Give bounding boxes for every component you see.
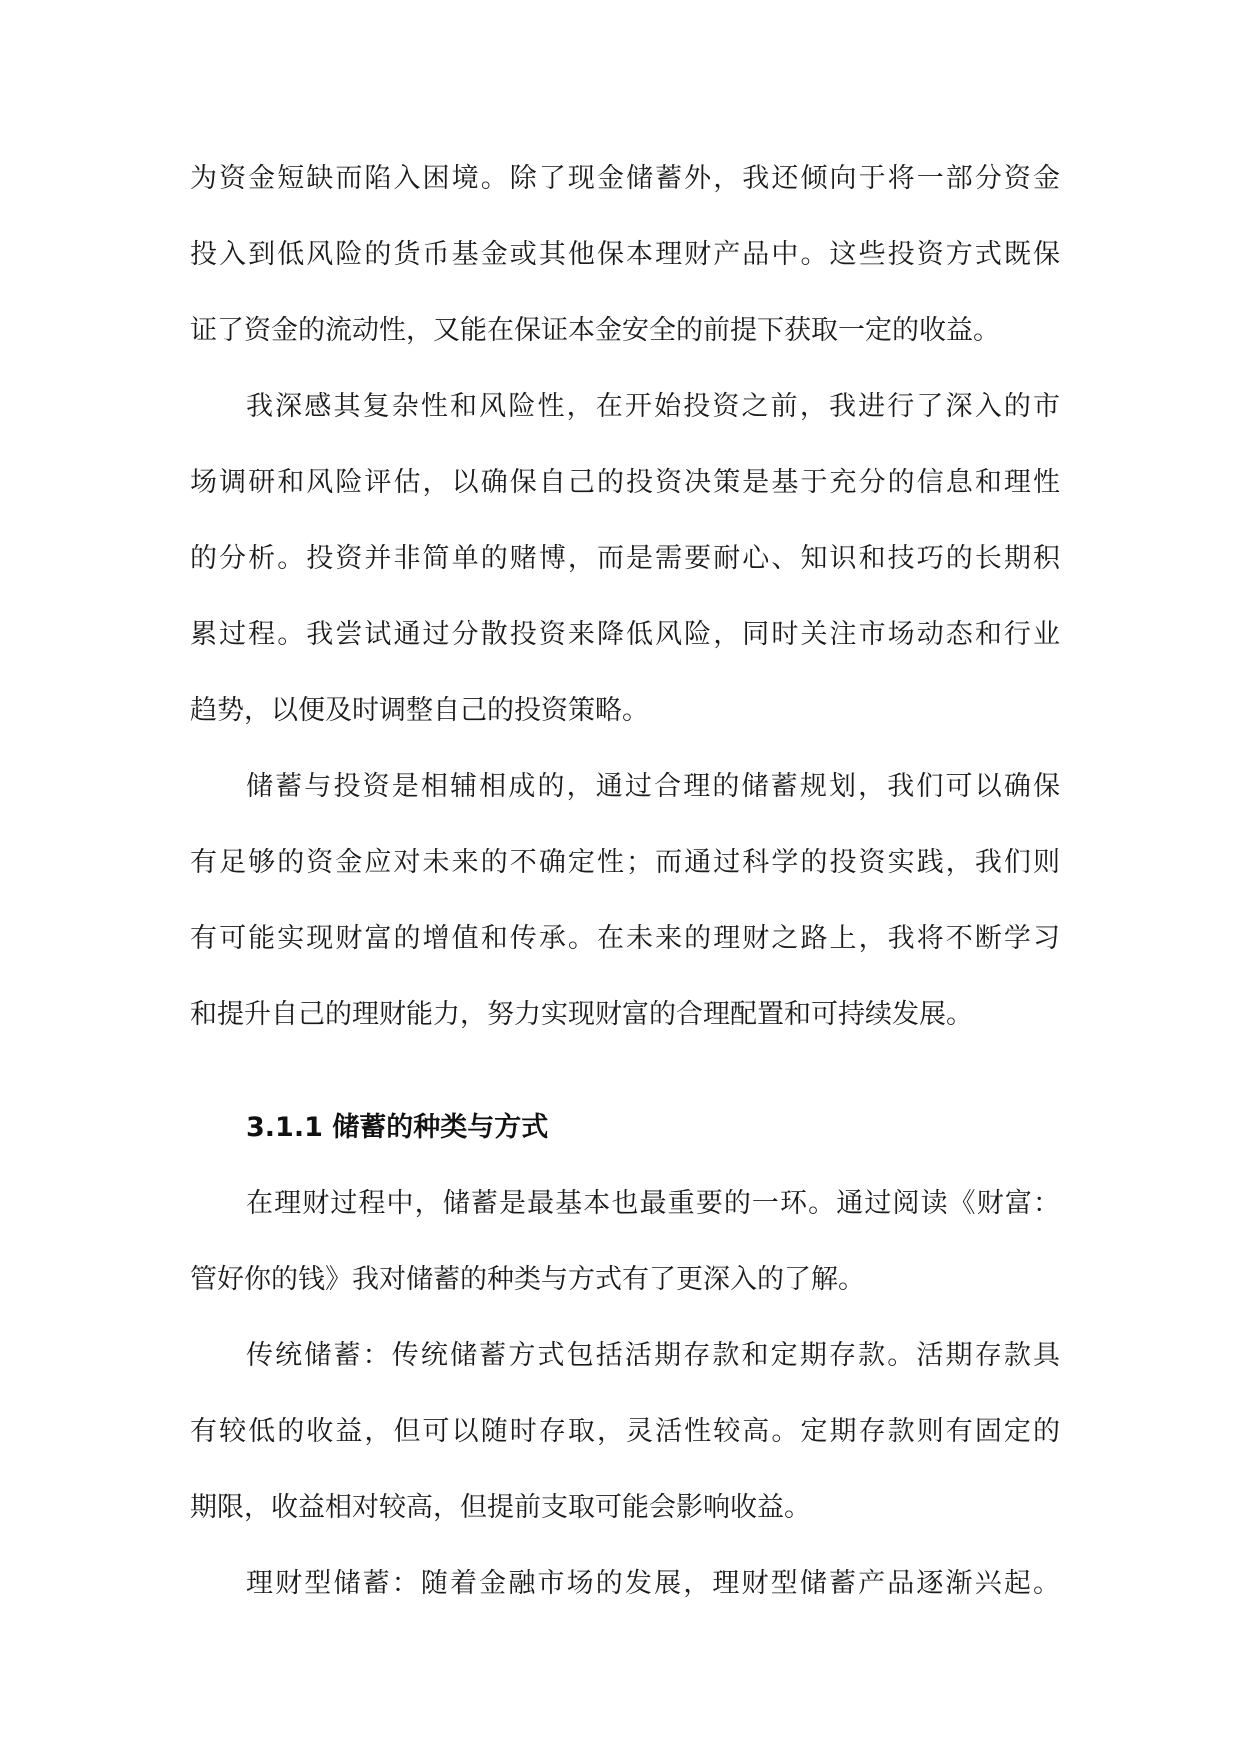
text-line: 储蓄与投资是相辅相成的，通过合理的储蓄规划，我们可以确保: [246, 771, 1060, 802]
text-line: 期限，收益相对较高，但提前支取可能会影响收益。: [190, 1492, 811, 1523]
text-line: 有足够的资金应对未来的不确定性；而通过科学的投资实践，我们则: [190, 847, 1060, 878]
text-line: 累过程。我尝试通过分散投资来降低风险，同时关注市场动态和行业: [190, 619, 1060, 650]
text-line: 和提升自己的理财能力，努力实现财富的合理配置和可持续发展。: [190, 999, 973, 1030]
paragraph: [190, 1166, 1060, 1318]
paragraph: [190, 141, 1060, 369]
paragraph: [190, 1546, 1060, 1622]
text-line: 有较低的收益，但可以随时存取，灵活性较高。定期存款则有固定的: [190, 1416, 1060, 1447]
text-line: 传统储蓄：传统储蓄方式包括活期存款和定期存款。活期存款具: [246, 1340, 1060, 1371]
text-line: 场调研和风险评估，以确保自己的投资决策是基于充分的信息和理性: [190, 467, 1060, 498]
body-text: [190, 141, 1060, 1622]
text-line: 的分析。投资并非简单的赌博，而是需要耐心、知识和技巧的长期积: [190, 543, 1060, 574]
text-line: 为资金短缺而陷入困境。除了现金储蓄外，我还倾向于将一部分资金: [190, 163, 1060, 194]
paragraph: [190, 1318, 1060, 1546]
text-line: 我深感其复杂性和风险性，在开始投资之前，我进行了深入的市: [246, 391, 1060, 422]
section-spacer: [190, 1053, 1060, 1090]
section-heading: 3.1.1 储蓄的种类与方式: [246, 1112, 549, 1143]
text-line: 投入到低风险的货币基金或其他保本理财产品中。这些投资方式既保: [190, 239, 1060, 270]
paragraph: [190, 749, 1060, 1053]
text-line: 有可能实现财富的增值和传承。在未来的理财之路上，我将不断学习: [190, 923, 1060, 954]
paragraph: [190, 369, 1060, 749]
text-line: 趋势，以便及时调整自己的投资策略。: [190, 695, 649, 726]
text-line: 管好你的钱》我对储蓄的种类与方式有了更深入的了解。: [190, 1264, 865, 1295]
text-line: 理财型储蓄：随着金融市场的发展，理财型储蓄产品逐渐兴起。: [246, 1568, 1060, 1599]
text-line: 证了资金的流动性，又能在保证本金安全的前提下获取一定的收益。: [190, 315, 1000, 346]
text-line: 在理财过程中，储蓄是最基本也最重要的一环。通过阅读《财富：: [246, 1188, 1060, 1219]
